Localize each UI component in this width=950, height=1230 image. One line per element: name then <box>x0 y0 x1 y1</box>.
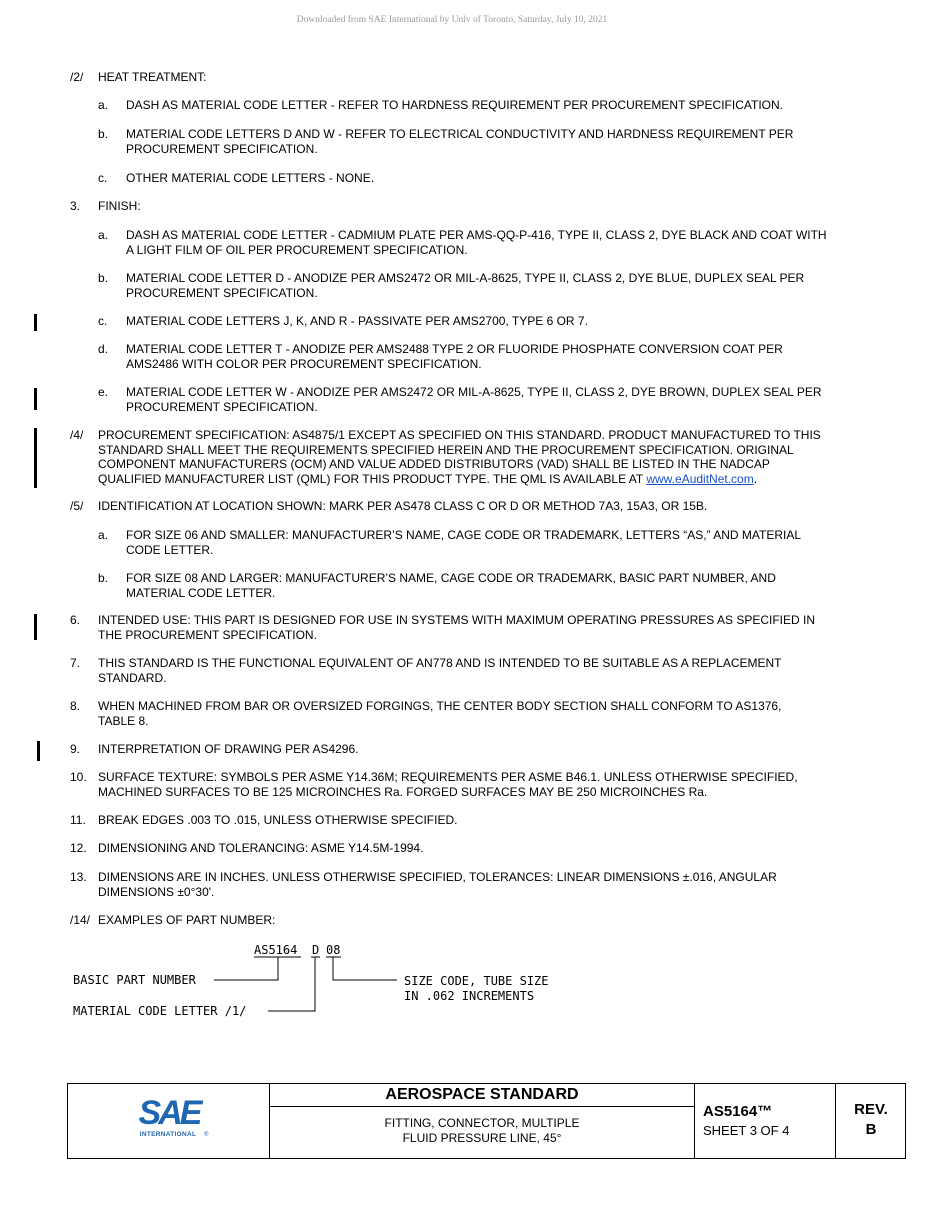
note-number: e. <box>98 385 109 399</box>
note-text-line <box>98 472 880 487</box>
note-text <box>98 656 880 685</box>
note-text: OTHER MATERIAL CODE LETTERS - NONE. <box>126 171 375 185</box>
note-number: 6. <box>70 613 81 627</box>
note-text: INTERPRETATION OF DRAWING PER AS4296. <box>98 742 359 756</box>
note-number: 10. <box>70 770 87 784</box>
sae-logo-subtitle: INTERNATIONAL <box>139 1131 197 1138</box>
note-text-line: MATERIAL CODE LETTER T - ANODIZE PER AMS2488 TYPE 2 OR FLUORIDE PHOSPHATE CONVERSION COAT PER <box>126 342 783 356</box>
size-code-label-line2: IN .062 INCREMENTS <box>404 989 535 1003</box>
basic-part-number-label: BASIC PART NUMBER <box>73 973 196 987</box>
sheet-number: SHEET 3 OF 4 <box>703 1123 790 1138</box>
note-text <box>98 613 880 642</box>
note-number: /2/ <box>70 70 84 84</box>
note-text <box>126 528 880 557</box>
revision-label: REV. <box>854 1101 888 1118</box>
change-bar <box>34 614 37 640</box>
leader-basic <box>214 957 278 980</box>
note-text-segment: QUALIFIED MANUFACTURER LIST (QML) FOR THIS PRODUCT TYPE. THE QML IS AVAILABLE AT <box>98 471 647 486</box>
part-description <box>270 1116 694 1146</box>
note-text: DASH AS MATERIAL CODE LETTER - REFER TO HARDNESS REQUIREMENT PER PROCUREMENT SPECIFICATION. <box>126 98 783 112</box>
note-text-line: AMS2486 WITH COLOR PER PROCUREMENT SPECIFICATION. <box>126 356 482 371</box>
note-number: a. <box>98 528 109 542</box>
revision <box>836 1100 906 1140</box>
note-text-line: WHEN MACHINED FROM BAR OR OVERSIZED FORGINGS, THE CENTER BODY SECTION SHALL CONFORM TO AS1376, <box>98 699 782 713</box>
note-text <box>126 228 880 257</box>
note-number: 11. <box>70 813 86 827</box>
sae-logo-registered: ® <box>204 1132 209 1138</box>
note-text-line: CODE LETTER. <box>126 542 214 557</box>
note-text <box>126 385 880 414</box>
note-text-line: STANDARD SHALL MEET THE REQUIREMENTS SPECIFIED HEREIN AND THE PROCUREMENT SPECIFICATION. ORIGINAL <box>98 442 794 457</box>
document-number: AS5164™ <box>703 1103 773 1120</box>
revision-value: B <box>865 1121 877 1138</box>
document-number-cell <box>695 1084 836 1158</box>
note-text-line: TABLE 8. <box>98 713 149 728</box>
standard-type: AEROSPACE STANDARD <box>270 1084 694 1107</box>
note-text-line: DIMENSIONS ±0°30'. <box>98 884 215 899</box>
note-text <box>98 428 880 486</box>
part-description-line1: FITTING, CONNECTOR, MULTIPLE <box>384 1116 580 1130</box>
note-text-line: A LIGHT FILM OF OIL PER PROCUREMENT SPECIFICATION. <box>126 242 468 257</box>
example-size-code: 08 <box>326 943 341 957</box>
note-text-line: MATERIAL CODE LETTER D - ANODIZE PER AMS2472 OR MIL-A-8625, TYPE II, CLASS 2, DYE BLUE, DUPLEX SEAL PER <box>126 271 805 285</box>
note-number: a. <box>98 98 109 112</box>
note-text-line: THIS STANDARD IS THE FUNCTIONAL EQUIVALENT OF AN778 AND IS INTENDED TO BE SUITABLE AS A REPLACEMENT <box>98 656 782 670</box>
leader-material <box>268 957 315 1011</box>
example-part-number: AS5164 <box>254 943 298 957</box>
note-number: 13. <box>70 870 87 884</box>
note-text: DIMENSIONING AND TOLERANCING: ASME Y14.5M-1994. <box>98 841 424 855</box>
note-number: b. <box>98 127 109 141</box>
note-text: IDENTIFICATION AT LOCATION SHOWN: MARK PER AS478 CLASS C OR D OR METHOD 7A3, 15A3, OR 15B. <box>98 499 708 513</box>
note-number: b. <box>98 571 109 585</box>
change-bar <box>34 428 37 488</box>
note-number: 3. <box>70 199 81 213</box>
note-text-line: SURFACE TEXTURE: SYMBOLS PER ASME Y14.36M; REQUIREMENTS PER ASME B46.1. UNLESS OTHERWISE SPECIFIED, <box>98 770 798 784</box>
note-text-line: PROCUREMENT SPECIFICATION. <box>126 141 318 156</box>
note-text-line: FOR SIZE 08 AND LARGER: MANUFACTURER’S NAME, CAGE CODE OR TRADEMARK, BASIC PART NUMBER, AND <box>126 571 776 585</box>
note-number: /4/ <box>70 428 84 442</box>
note-text-line: MACHINED SURFACES TO BE 125 MICROINCHES Ra. FORGED SURFACES MAY BE 250 MICROINCHES Ra. <box>98 784 708 799</box>
note-number: c. <box>98 314 108 328</box>
note-text: EXAMPLES OF PART NUMBER: <box>98 913 276 927</box>
sae-logo <box>68 1084 270 1158</box>
note-number: b. <box>98 271 109 285</box>
note-text-line: MATERIAL CODE LETTER. <box>126 585 276 600</box>
note-text <box>98 770 880 799</box>
note-text-line: INTENDED USE: THIS PART IS DESIGNED FOR USE IN SYSTEMS WITH MAXIMUM OPERATING PRESSURES AS SPECIFIED IN <box>98 613 815 627</box>
note-text: HEAT TREATMENT: <box>98 70 207 84</box>
note-number: 8. <box>70 699 81 713</box>
note-text <box>126 127 880 156</box>
note-number: 9. <box>70 742 81 756</box>
material-code-letter-label: MATERIAL CODE LETTER /1/ <box>73 1004 247 1018</box>
note-text-line: PROCUREMENT SPECIFICATION. <box>126 285 318 300</box>
size-code-label-line1: SIZE CODE, TUBE SIZE <box>404 974 549 988</box>
part-number-example-diagram <box>60 935 580 1030</box>
note-text-line: THE PROCUREMENT SPECIFICATION. <box>98 627 317 642</box>
note-text-segment: . <box>753 471 758 486</box>
change-bar <box>34 388 37 410</box>
note-text <box>126 571 880 600</box>
note-text-line: PROCUREMENT SPECIFICATION: AS4875/1 EXCEPT AS SPECIFIED ON THIS STANDARD. PRODUCT MANUFACTURED TO THIS <box>98 428 821 442</box>
note-number: 7. <box>70 656 81 670</box>
note-text-line: DASH AS MATERIAL CODE LETTER - CADMIUM PLATE PER AMS-QQ-P-416, TYPE II, CLASS 2, DYE BLACK AND COAT WITH <box>126 228 827 242</box>
note-text-line: FOR SIZE 06 AND SMALLER: MANUFACTURER’S NAME, CAGE CODE OR TRADEMARK, LETTERS “AS,” AND MATERIAL <box>126 528 802 542</box>
sae-logo-text: SAE <box>138 1094 200 1132</box>
change-bar <box>37 741 40 761</box>
note-text: MATERIAL CODE LETTERS J, K, AND R - PASSIVATE PER AMS2700, TYPE 6 OR 7. <box>126 314 588 328</box>
note-number: c. <box>98 171 108 185</box>
note-text: BREAK EDGES .003 TO .015, UNLESS OTHERWISE SPECIFIED. <box>98 813 458 827</box>
part-description-line2: FLUID PRESSURE LINE, 45° <box>402 1131 562 1145</box>
note-text <box>126 342 880 371</box>
note-text-line: PROCUREMENT SPECIFICATION. <box>126 399 318 414</box>
note-text <box>98 870 880 899</box>
note-text-line: MATERIAL CODE LETTERS D AND W - REFER TO ELECTRICAL CONDUCTIVITY AND HARDNESS REQUIREMENT PER <box>126 127 794 141</box>
note-number: 12. <box>70 841 87 855</box>
example-material-letter: D <box>312 943 320 957</box>
note-text-line: STANDARD. <box>98 670 167 685</box>
download-watermark: Downloaded from SAE International by Univ of Toronto, Saturday, July 10, 2021 <box>296 15 608 25</box>
note-number: d. <box>98 342 109 356</box>
note-text-line: MATERIAL CODE LETTER W - ANODIZE PER AMS2472 OR MIL-A-8625, TYPE II, CLASS 2, DYE BROWN, DUPLEX SEAL PER <box>126 385 822 399</box>
note-text <box>98 699 880 728</box>
note-number: a. <box>98 228 109 242</box>
note-number: /5/ <box>70 499 84 513</box>
change-bar <box>34 314 37 331</box>
note-number: /14/ <box>70 913 91 927</box>
logo-cell <box>68 1084 270 1158</box>
note-text: FINISH: <box>98 199 141 213</box>
note-text <box>126 271 880 300</box>
leader-size <box>333 957 397 980</box>
eauditnet-link[interactable]: www.eAuditNet.com <box>646 471 754 486</box>
note-text-line: DIMENSIONS ARE IN INCHES. UNLESS OTHERWISE SPECIFIED, TOLERANCES: LINEAR DIMENSIONS ±.016, ANGULAR <box>98 870 777 884</box>
title-block <box>67 1083 906 1159</box>
title-cell <box>270 1084 695 1158</box>
revision-cell <box>836 1084 906 1158</box>
note-text-line: COMPONENT MANUFACTURERS (OCM) AND VALUE ADDED DISTRIBUTORS (VAD) SHALL BE LISTED IN THE NADCAP <box>98 457 770 471</box>
